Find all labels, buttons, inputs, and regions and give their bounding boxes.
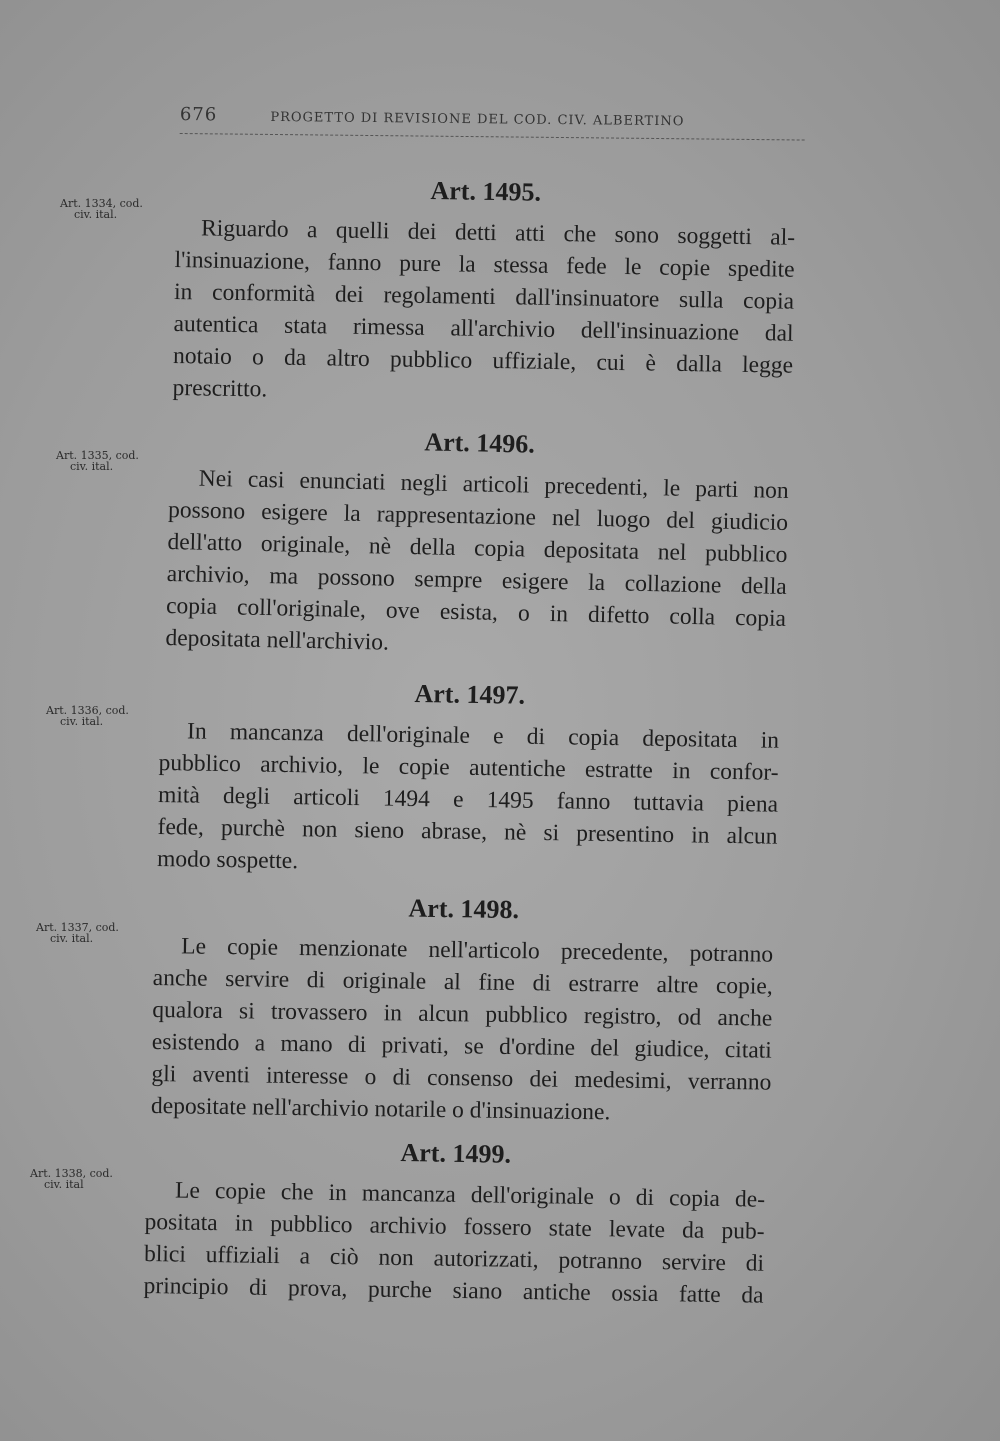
article-text: Nei casi enunciati negli articoli precedenti, le parti non possono esigere la rappresentazione nel luogo del giudicio dell'atto originale, nè della copia depositata nel pubblico archivio, ma possono sempre esigere la collazione della copia coll'originale, ove esista, o in difetto colla copia depositata nell'archivio. bbox=[165, 465, 789, 656]
page-number: 676 bbox=[179, 104, 218, 126]
marginal-note: Art. 1336, cod. civ. ital. bbox=[46, 704, 129, 728]
article-1497 bbox=[157, 675, 780, 885]
article-heading: Art. 1497. bbox=[414, 679, 526, 710]
marginal-note: Art. 1337, cod. civ. ital. bbox=[36, 921, 119, 945]
running-title: PROGETTO DI REVISIONE DEL COD. CIV. ALBERTINO bbox=[270, 109, 685, 130]
article-1499 bbox=[143, 1134, 766, 1312]
article-text: In mancanza dell'originale e di copia depositata in pubblico archivio, le copie autentiche estratte in confor- mità degli articoli 1494 e 1495 fanno tuttavia piena fede, purchè non sieno abrase, nè si presentino in alcun modo sospette. bbox=[156, 718, 780, 875]
article-heading: Art. 1495. bbox=[430, 176, 542, 207]
marginal-note: Art. 1338, cod. civ. ital bbox=[30, 1167, 113, 1191]
article-heading: Art. 1498. bbox=[408, 893, 520, 925]
article-1498 bbox=[151, 890, 774, 1131]
article-text: Le copie menzionate nell'articolo precedente, potranno anche servire di originale al fine di estrarre altre copie, qualora si trovassero in alcun pubblico registro, od anche esistendo a mano di privati, se d'ordine del giudice, citati gli aventi interesse o di consenso dei medesimi, verranno depositate nell'archivio notarile o d'insinuazione. bbox=[150, 933, 774, 1126]
article-text: Le copie che in mancanza dell'originale o di copia de- positata in pubblico archivio fossero state levate da pub- blici uffiziali a ciò non autorizzati, potranno servire di principio di prova, purche siano antiche ossia fatte da bbox=[143, 1177, 766, 1309]
running-header bbox=[180, 104, 805, 141]
marginal-note: Art. 1335, cod. civ. ital. bbox=[56, 449, 139, 473]
article-heading: Art. 1499. bbox=[400, 1138, 512, 1169]
article-1495 bbox=[172, 172, 796, 414]
article-1496 bbox=[165, 422, 790, 667]
marginal-note: Art. 1334, cod. civ. ital. bbox=[60, 197, 143, 221]
article-heading: Art. 1496. bbox=[424, 427, 536, 459]
article-text: Riguardo a quelli dei detti atti che sono soggetti al- l'insinuazione, fanno pure la stessa fede le copie spedite in conformità dei regolamenti dall'insinuatore sulla copia autentica stata rimessa all'archivio dell'insinuazione dal notaio o da altro pubblico uffiziale, cui è dalla legge prescritto. bbox=[172, 215, 796, 403]
